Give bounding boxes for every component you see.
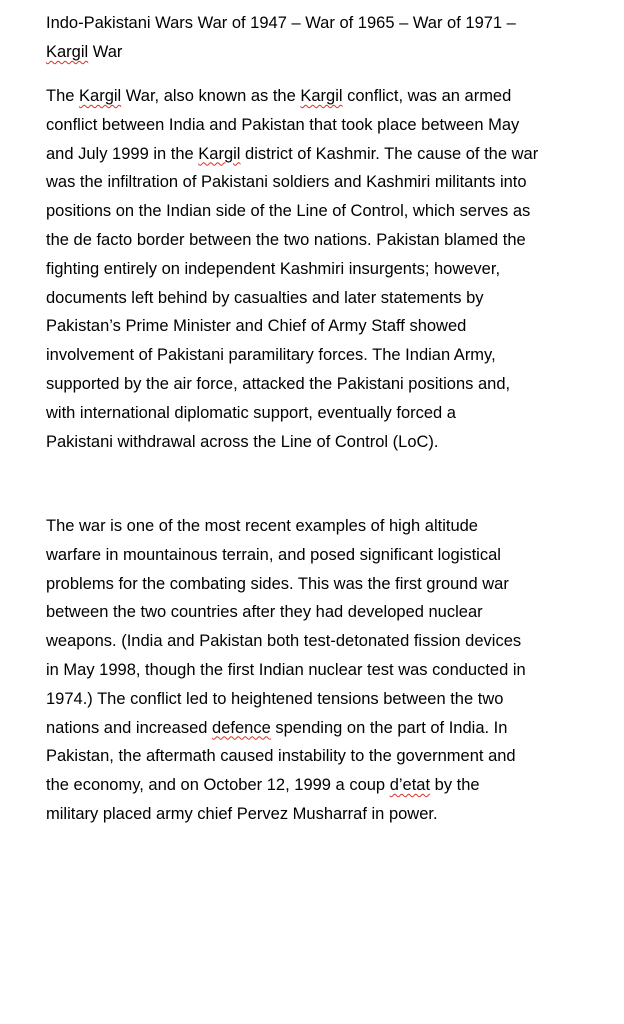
- text-line: The war is one of the most recent examples of high altitude: [46, 517, 478, 535]
- text-line: [46, 82, 586, 111]
- text-line: [46, 140, 586, 169]
- text-segment: conflict, was an armed: [342, 87, 512, 105]
- text-line: fighting entirely on independent Kashmiri insurgents; however,: [46, 259, 501, 278]
- text-line: supported by the air force, attacked the Pakistani positions and,: [46, 374, 511, 393]
- text-line: involvement of Pakistani paramilitary forces. The Indian Army,: [46, 346, 496, 365]
- spellcheck-flagged-word: Kargil: [46, 43, 89, 61]
- text-segment: The: [46, 87, 80, 105]
- text-line: in May 1998, though the first Indian nuclear test was conducted in: [46, 660, 526, 679]
- paragraph-high-altitude-warfare: [46, 512, 586, 829]
- text-segment: the economy, and on October 12, 1999 a coup: [46, 776, 390, 795]
- spellcheck-flagged-word: d’etat: [389, 776, 431, 795]
- text-line: [46, 771, 586, 800]
- spellcheck-flagged-word: defence: [212, 718, 271, 737]
- text-line: military placed army chief Pervez Musharraf in power.: [46, 804, 438, 823]
- text-line: Pakistani withdrawal across the Line of Control (LoC).: [46, 432, 439, 451]
- text-line: warfare in mountainous terrain, and posed significant logistical: [46, 545, 501, 564]
- text-line: 1974.) The conflict led to heightened tensions between the two: [46, 689, 504, 708]
- text-line: the de facto border between the two nations. Pakistan blamed the: [46, 230, 526, 249]
- document-title: [46, 9, 586, 67]
- text-line: conflict between India and Pakistan that took place between May: [46, 115, 520, 134]
- spellcheck-flagged-word: Kargil: [198, 144, 241, 163]
- text-line: documents left behind by casualties and later statements by: [46, 288, 484, 307]
- text-segment: district of Kashmir. The cause of the war: [240, 144, 539, 163]
- text-segment: spending on the part of India. In: [270, 718, 508, 737]
- text-segment: War: [88, 43, 123, 61]
- text-line: was the infiltration of Pakistani soldiers and Kashmiri militants into: [46, 173, 527, 192]
- text-segment: by the: [430, 776, 480, 795]
- spellcheck-flagged-word: Kargil: [300, 87, 343, 105]
- text-line: with international diplomatic support, eventually forced a: [46, 403, 456, 422]
- text-line: Indo-Pakistani Wars War of 1947 – War of 1965 – War of 1971 –: [46, 14, 516, 32]
- text-line: problems for the combating sides. This was the first ground war: [46, 574, 509, 593]
- text-segment: and July 1999 in the: [46, 144, 199, 163]
- text-line: [46, 38, 586, 67]
- text-line: between the two countries after they had developed nuclear: [46, 603, 483, 622]
- text-line: weapons. (India and Pakistan both test-detonated fission devices: [46, 632, 522, 651]
- text-line: Pakistan’s Prime Minister and Chief of Army Staff showed: [46, 317, 467, 336]
- text-line: Pakistan, the aftermath caused instability to the government and: [46, 747, 516, 766]
- text-line: [46, 714, 586, 743]
- text-line: positions on the Indian side of the Line of Control, which serves as: [46, 202, 531, 221]
- paragraph-kargil-war-overview: [46, 82, 586, 456]
- text-segment: War, also known as the: [121, 87, 301, 105]
- text-segment: nations and increased: [46, 718, 213, 737]
- spellcheck-flagged-word: Kargil: [79, 87, 122, 105]
